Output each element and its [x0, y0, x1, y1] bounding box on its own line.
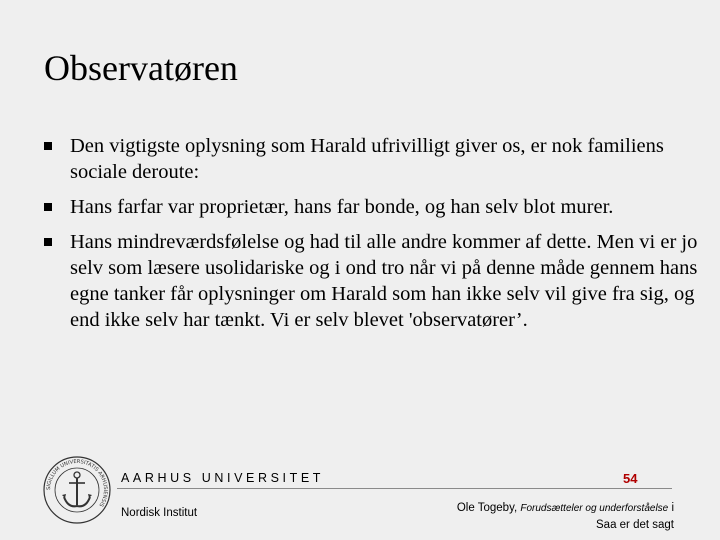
- bullet-item: [44, 229, 704, 333]
- work-title: Forudsætteler og underforståelse: [520, 503, 669, 514]
- bullet-list: [44, 133, 704, 342]
- department-name: Nordisk Institut: [121, 507, 198, 519]
- square-bullet-icon: [44, 142, 52, 150]
- footer-credit: [398, 500, 674, 533]
- work-title-line2: Saa er det sagt: [596, 519, 674, 531]
- bullet-text: Hans mindreværdsfølelse og had til alle andre kommer af dette. Men vi er jo selv som læsere usolidariske og i ond tro når vi på denne måde gennem hans egne tanker får oplysninger om Harald som han ikke selv vil give fra sig, og end ikke selv har tænkt. Vi er selv blevet 'observatører’.: [70, 231, 698, 331]
- author-name: Ole Togeby,: [456, 502, 518, 514]
- footer-divider: [117, 488, 672, 489]
- square-bullet-icon: [44, 238, 52, 246]
- seal-text: SIGILLUM UNIVERSITATIS ARHUSIENSIS: [45, 458, 109, 508]
- university-name: AARHUS UNIVERSITET: [121, 471, 325, 485]
- bullet-item: [44, 133, 704, 185]
- slide-title: Observatøren: [44, 48, 238, 88]
- page-number: 54: [623, 471, 638, 486]
- university-seal-logo: [42, 455, 112, 525]
- square-bullet-icon: [44, 203, 52, 211]
- bullet-item: [44, 194, 704, 220]
- bullet-text: Den vigtigste oplysning som Harald ufrivilligt giver os, er nok familiens sociale deroute:: [70, 135, 664, 183]
- work-title-suffix: i: [671, 502, 674, 514]
- bullet-text: Hans farfar var proprietær, hans far bonde, og han selv blot murer.: [70, 196, 614, 218]
